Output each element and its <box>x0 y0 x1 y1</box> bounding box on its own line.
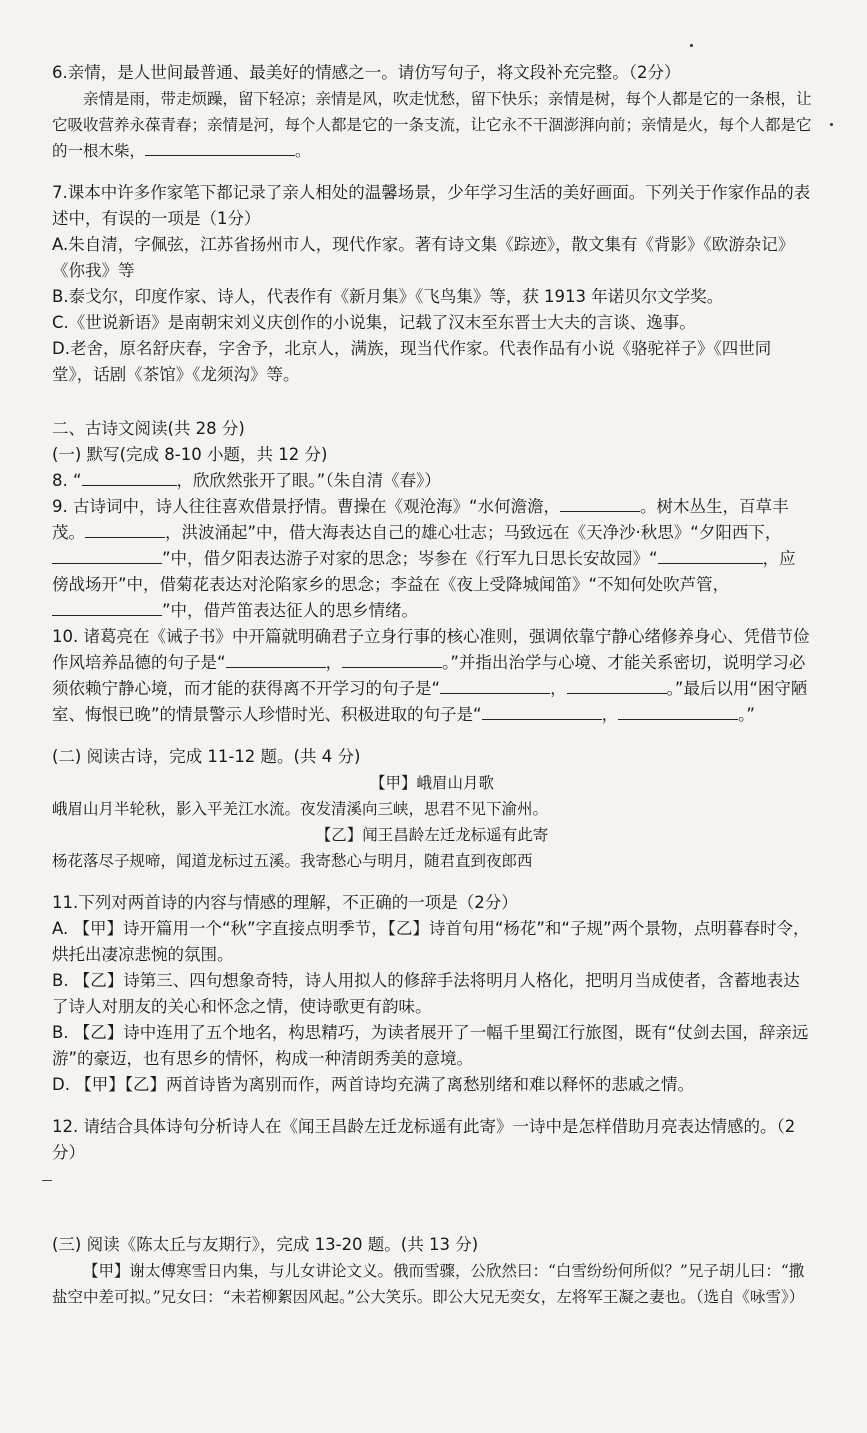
q9 <box>52 494 812 624</box>
scan-dot <box>690 44 693 47</box>
q9-text-1: 9. 古诗词中，诗人往往喜欢借景抒情。曹操在《观沧海》“水何澹澹， <box>52 497 561 516</box>
q10-comma-3: ， <box>601 705 619 724</box>
q10-text-1: 10. 诸葛亮在《诫子书》中开篇就明确君子立身行事的核心准则，强调依靠宁静心绪修养身心、凭借节俭作风培养品德的句子是“ <box>52 627 810 672</box>
q7-option-d: D.老舍，原名舒庆春，字舍予，北京人，满族，现当代作家。代表作品有小说《骆驼祥子》《四世同堂》，话剧《茶馆》《龙须沟》等。 <box>52 339 772 384</box>
q6-answer-blank[interactable] <box>145 139 295 156</box>
section3-text: 【甲】谢太傅寒雪日内集，与儿女讲论文义。俄而雪骤，公欣然曰：“白雪纷纷何所似？”兄子胡儿曰：“撒盐空中差可拟。”兄女曰：“未若柳絮因风起。”公大笑乐。即公大兄无奕女，左将军王凝之妻也。（选自《咏雪》） <box>52 1262 805 1306</box>
section2-sub1: (一) 默写(完成 8-10 小题，共 12 分) <box>52 445 328 464</box>
q11-stem: 11.下列对两首诗的内容与情感的理解，不正确的一项是（2分） <box>52 893 518 912</box>
q11-option-a: A. 【甲】诗开篇用一个“秋”字直接点明季节，【乙】诗首句用“杨花”和“子规”两个景物，点明暮春时令，烘托出凄凉悲惋的氛围。 <box>52 919 810 964</box>
q8-text: ，欣欣然张开了眼。”（朱自清《春》） <box>176 471 441 490</box>
q9-blank-4[interactable] <box>658 547 763 564</box>
q6-stem: 6.亲情，是人世间最普通、最美好的情感之一。请仿写句子，将文段补充完整。（2分） <box>52 63 681 82</box>
q8-open: 8. “ <box>52 471 82 490</box>
poem-b-title: 【乙】闻王昌龄左迁龙标遥有此寄 <box>315 826 549 844</box>
q10-comma-1: ， <box>325 653 343 672</box>
q7-option-c: C.《世说新语》是南朝宋刘义庆创作的小说集，记载了汉末至东晋士大夫的言谈、逸事。 <box>52 313 696 332</box>
q11-option-c: B. 【乙】诗中连用了五个地名，构思精巧，为读者展开了一幅千里蜀江行旅图，既有“仗剑去国，辞亲远游”的豪迈，也有思乡的情怀，构成一种清朗秀美的意境。 <box>52 1023 809 1068</box>
q10-blank-2[interactable] <box>342 651 442 668</box>
section3-title: (三) 阅读《陈太丘与友期行》，完成 13-20 题。(共 13 分) <box>52 1235 479 1254</box>
q10-blank-3[interactable] <box>440 677 550 694</box>
q6-passage-text: 亲情是雨，带走烦躁，留下轻凉；亲情是风，吹走忧愁，留下快乐；亲情是树，每个人都是它的一条根，让它吸收营养永葆青春；亲情是河，每个人都是它的一条支流，让它永不干涸澎湃向前；亲情是火，每个人都是它的一根木柴， <box>52 90 812 160</box>
q6-end: 。 <box>295 142 311 160</box>
q7-option-a: A.朱自清，字佩弦，江苏省扬州市人，现代作家。著有诗文集《踪迹》，散文集有《背影》《欧游杂记》《你我》等 <box>52 235 795 280</box>
q9-blank-3[interactable] <box>52 547 162 564</box>
poem-a-text: 峨眉山月半轮秋，影入平羌江水流。夜发清溪向三峡，思君不见下渝州。 <box>52 800 549 818</box>
q11-option-d: D. 【甲】【乙】两首诗皆为离别而作，两首诗均充满了离愁别绪和难以释怀的悲戚之情。 <box>52 1075 694 1094</box>
section2-sub2: (二) 阅读古诗，完成 11-12 题。(共 4 分) <box>52 747 361 766</box>
q6-passage <box>52 86 812 164</box>
q9-text-3: ，洪波涌起”中，借大海表达自己的雄心壮志；马致远在《天净沙·秋思》“夕阳西下， <box>165 523 782 542</box>
q8-blank[interactable] <box>82 469 177 486</box>
q10-comma-2: ， <box>550 679 567 698</box>
q10-blank-5[interactable] <box>482 703 602 720</box>
q10-text-2: 。”并指出治学与心境、才能关系密切，说明学习必须依赖宁静心境，而才能的获得离不开学习的句子是“ <box>52 653 806 698</box>
q7-option-b: B.泰戈尔，印度作家、诗人，代表作有《新月集》《飞鸟集》等，获 1913 年诺贝尔文学奖。 <box>52 287 724 306</box>
q12-answer-space[interactable] <box>52 1166 812 1232</box>
q9-blank-1[interactable] <box>560 495 640 512</box>
q10 <box>52 624 812 728</box>
q10-text-3: 。”最后以用“困守陋室、悔恨已晚”的情景警示人珍惜时光、积极进取的句子是“ <box>52 679 808 724</box>
q7-stem: 7.课本中许多作家笔下都记录了亲人相处的温馨场景，少年学习生活的美好画面。下列关于作家作品的表述中，有误的一项是（1分） <box>52 183 811 228</box>
q9-blank-2[interactable] <box>85 521 165 538</box>
q10-blank-4[interactable] <box>567 677 667 694</box>
q9-text-6: ”中，借芦笛表达征人的思乡情绪。 <box>162 601 419 620</box>
scan-dot <box>830 123 833 126</box>
q9-text-2: 。树木丛生，百草丰茂。 <box>52 497 789 542</box>
exam-page <box>52 60 812 1310</box>
poem-a-title: 【甲】峨眉山月歌 <box>369 774 494 792</box>
q10-blank-6[interactable] <box>618 703 738 720</box>
q8 <box>52 468 812 494</box>
q10-end: 。” <box>738 705 755 724</box>
q10-blank-1[interactable] <box>226 651 326 668</box>
poem-b-text: 杨花落尽子规啼，闻道龙标过五溪。我寄愁心与明月，随君直到夜郎西 <box>52 852 533 870</box>
margin-mark <box>42 1180 52 1181</box>
q12-stem: 12. 请结合具体诗句分析诗人在《闻王昌龄左迁龙标遥有此寄》一诗中是怎样借助月亮表达情感的。（2分） <box>52 1117 796 1162</box>
q9-text-5: ，应傍战场开”中，借菊花表达对沦陷家乡的思念；李益在《夜上受降城闻笛》“不知何处吹芦管， <box>52 549 796 594</box>
section2-title: 二、古诗文阅读(共 28 分) <box>52 419 245 438</box>
q9-blank-5[interactable] <box>52 599 162 616</box>
q9-text-4: ”中，借夕阳表达游子对家的思念；岑参在《行军九日思长安故园》“ <box>162 549 658 568</box>
q11-option-b: B. 【乙】诗第三、四句想象奇特，诗人用拟人的修辞手法将明月人格化，把明月当成使者，含蓄地表达了诗人对朋友的关心和怀念之情，使诗歌更有韵味。 <box>52 971 800 1016</box>
